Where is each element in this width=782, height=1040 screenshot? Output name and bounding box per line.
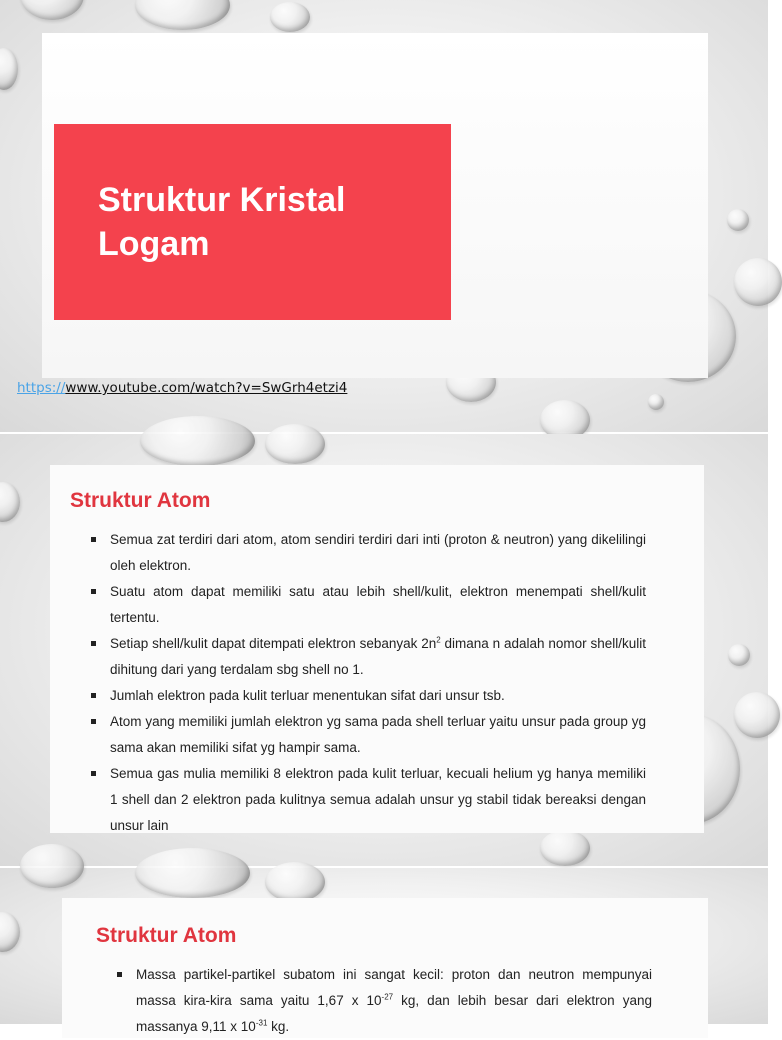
slide-struktur-atom-1 [0, 434, 768, 866]
title-line-1: Struktur Kristal [98, 181, 346, 219]
slide-heading: Struktur Atom [70, 489, 211, 512]
title-box [54, 124, 451, 320]
water-drop-decoration [270, 2, 310, 32]
bullet-list [116, 962, 652, 1040]
water-drop-decoration [140, 416, 255, 466]
slide-content-card [50, 465, 704, 833]
water-drop-decoration [728, 644, 750, 666]
water-drop-decoration [727, 209, 749, 231]
slide-struktur-atom-2 [0, 868, 768, 1034]
link-url[interactable]: www.youtube.com/watch?v=SwGrh4etzi4 [65, 380, 348, 396]
water-drop-decoration [734, 258, 782, 306]
list-item: Suatu atom dapat memiliki satu atau lebih shell/kulit, elektron menempati shell/kulit tertentu. [90, 579, 646, 631]
water-drop-decoration [0, 48, 18, 90]
water-drop-decoration [135, 0, 230, 30]
list-item [116, 962, 652, 1040]
list-item: Atom yang memiliki jumlah elektron yg sama pada shell terluar yaitu unsur pada group yg sama akan memiliki sifat yg hampir sama. [90, 709, 646, 761]
water-drop-decoration [734, 692, 780, 738]
link-scheme[interactable]: https:// [17, 380, 66, 396]
water-drop-decoration [20, 0, 84, 20]
water-drop-decoration [265, 424, 325, 464]
list-item-text: Setiap shell/kulit dapat ditempati elektron sebanyak 2n [110, 636, 437, 651]
list-item: Semua gas mulia memiliki 8 elektron pada kulit terluar, kecuali helium yg hanya memiliki 1 shell dan 2 elektron pada kulitnya semua adalah unsur yg stabil tidak bereaksi dengan unsur lain [90, 761, 646, 839]
slide-heading: Struktur Atom [96, 924, 237, 947]
water-drop-decoration [265, 862, 325, 902]
water-drop-decoration [20, 844, 84, 888]
water-drop-decoration [135, 848, 250, 898]
list-item: Jumlah elektron pada kulit terluar menentukan sifat dari unsur tsb. [90, 683, 646, 709]
list-item-text: kg. [267, 1019, 290, 1034]
title-line-2: Logam [98, 225, 210, 263]
superscript: -31 [255, 1018, 268, 1028]
list-item: Semua zat terdiri dari atom, atom sendiri terdiri dari inti (proton & neutron) yang dikelilingi oleh elektron. [90, 527, 646, 579]
water-drop-decoration [0, 482, 20, 522]
superscript: 2 [436, 635, 441, 645]
bullet-list [90, 527, 646, 839]
superscript: -27 [381, 992, 394, 1002]
water-drop-decoration [0, 912, 20, 952]
slide-content-card [62, 898, 708, 1038]
list-item-text: kg, dan lebih besar dari elektron yang massanya 9,11 x 10 [136, 993, 652, 1034]
slide-title [98, 178, 428, 266]
water-drop-decoration [648, 394, 664, 410]
list-item [90, 631, 646, 683]
list-item-text: Massa partikel-partikel subatom ini sangat kecil: proton dan neutron mempunyai massa kira-kira sama yaitu 1,67 x 10 [136, 967, 652, 1008]
slide-struktur-kristal-logam [0, 0, 768, 432]
youtube-link[interactable] [17, 380, 347, 396]
list-item-text: dimana n adalah nomor shell/kulit dihitung dari yang terdalam sbg shell no 1. [110, 636, 646, 677]
